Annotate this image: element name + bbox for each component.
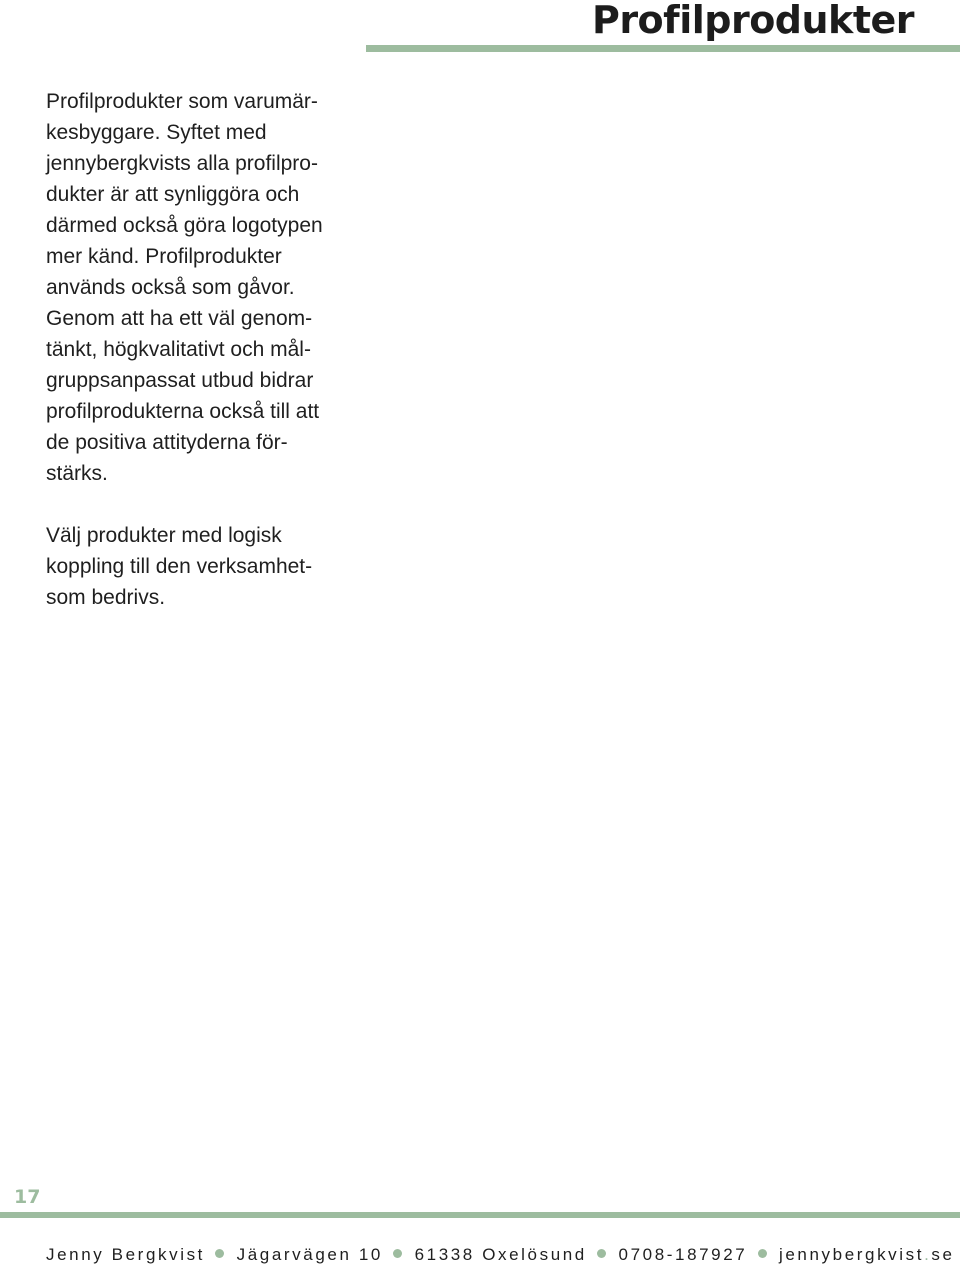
text-line: därmed också göra logotypen [46, 214, 323, 237]
footer-name: Jenny Bergkvist [46, 1245, 205, 1264]
text-line: gruppsanpassat utbud bidrar [46, 369, 314, 392]
text-line: används också som gåvor. [46, 276, 295, 299]
footer-contact [46, 1242, 955, 1268]
bullet-dot-icon [758, 1249, 767, 1258]
paragraph-1 [46, 86, 386, 489]
bullet-dot-icon [597, 1249, 606, 1258]
footer-website[interactable] [779, 1245, 955, 1264]
bullet-dot-icon [215, 1249, 224, 1258]
text-line: jennybergkvists alla profilpro- [46, 152, 318, 175]
footer-website-dot: . [924, 1245, 932, 1264]
page-title: Profilprodukter [591, 0, 914, 42]
bullet-dot-icon [393, 1249, 402, 1258]
footer-website-name: jennybergkvist [779, 1245, 925, 1264]
text-line: stärks. [46, 462, 108, 485]
footer-address: Jägarvägen 10 [236, 1245, 383, 1264]
title-rule [366, 45, 960, 52]
text-line: dukter är att synliggöra och [46, 183, 300, 206]
text-line: mer känd. Profilprodukter [46, 245, 282, 268]
page-number: 17 [14, 1186, 41, 1208]
text-line: tänkt, högkvalitativt och mål- [46, 338, 311, 361]
text-line: Genom att ha ett väl genom- [46, 307, 313, 330]
footer-website-tld: se [931, 1245, 955, 1264]
footer-rule [0, 1212, 960, 1218]
text-line: som bedrivs. [46, 586, 166, 609]
text-line: de positiva attityderna för- [46, 431, 288, 454]
footer-city: 61338 Oxelösund [414, 1245, 587, 1264]
text-line: kesbyggare. Syftet med [46, 121, 267, 144]
text-line: Välj produkter med logisk [46, 524, 282, 547]
footer-phone: 0708-187927 [618, 1245, 748, 1264]
body-text [46, 86, 386, 613]
paragraph-2 [46, 520, 386, 613]
text-line: koppling till den verksamhet- [46, 555, 313, 578]
text-line: profilprodukterna också till att [46, 400, 320, 423]
text-line: Profilprodukter som varumär- [46, 90, 318, 113]
